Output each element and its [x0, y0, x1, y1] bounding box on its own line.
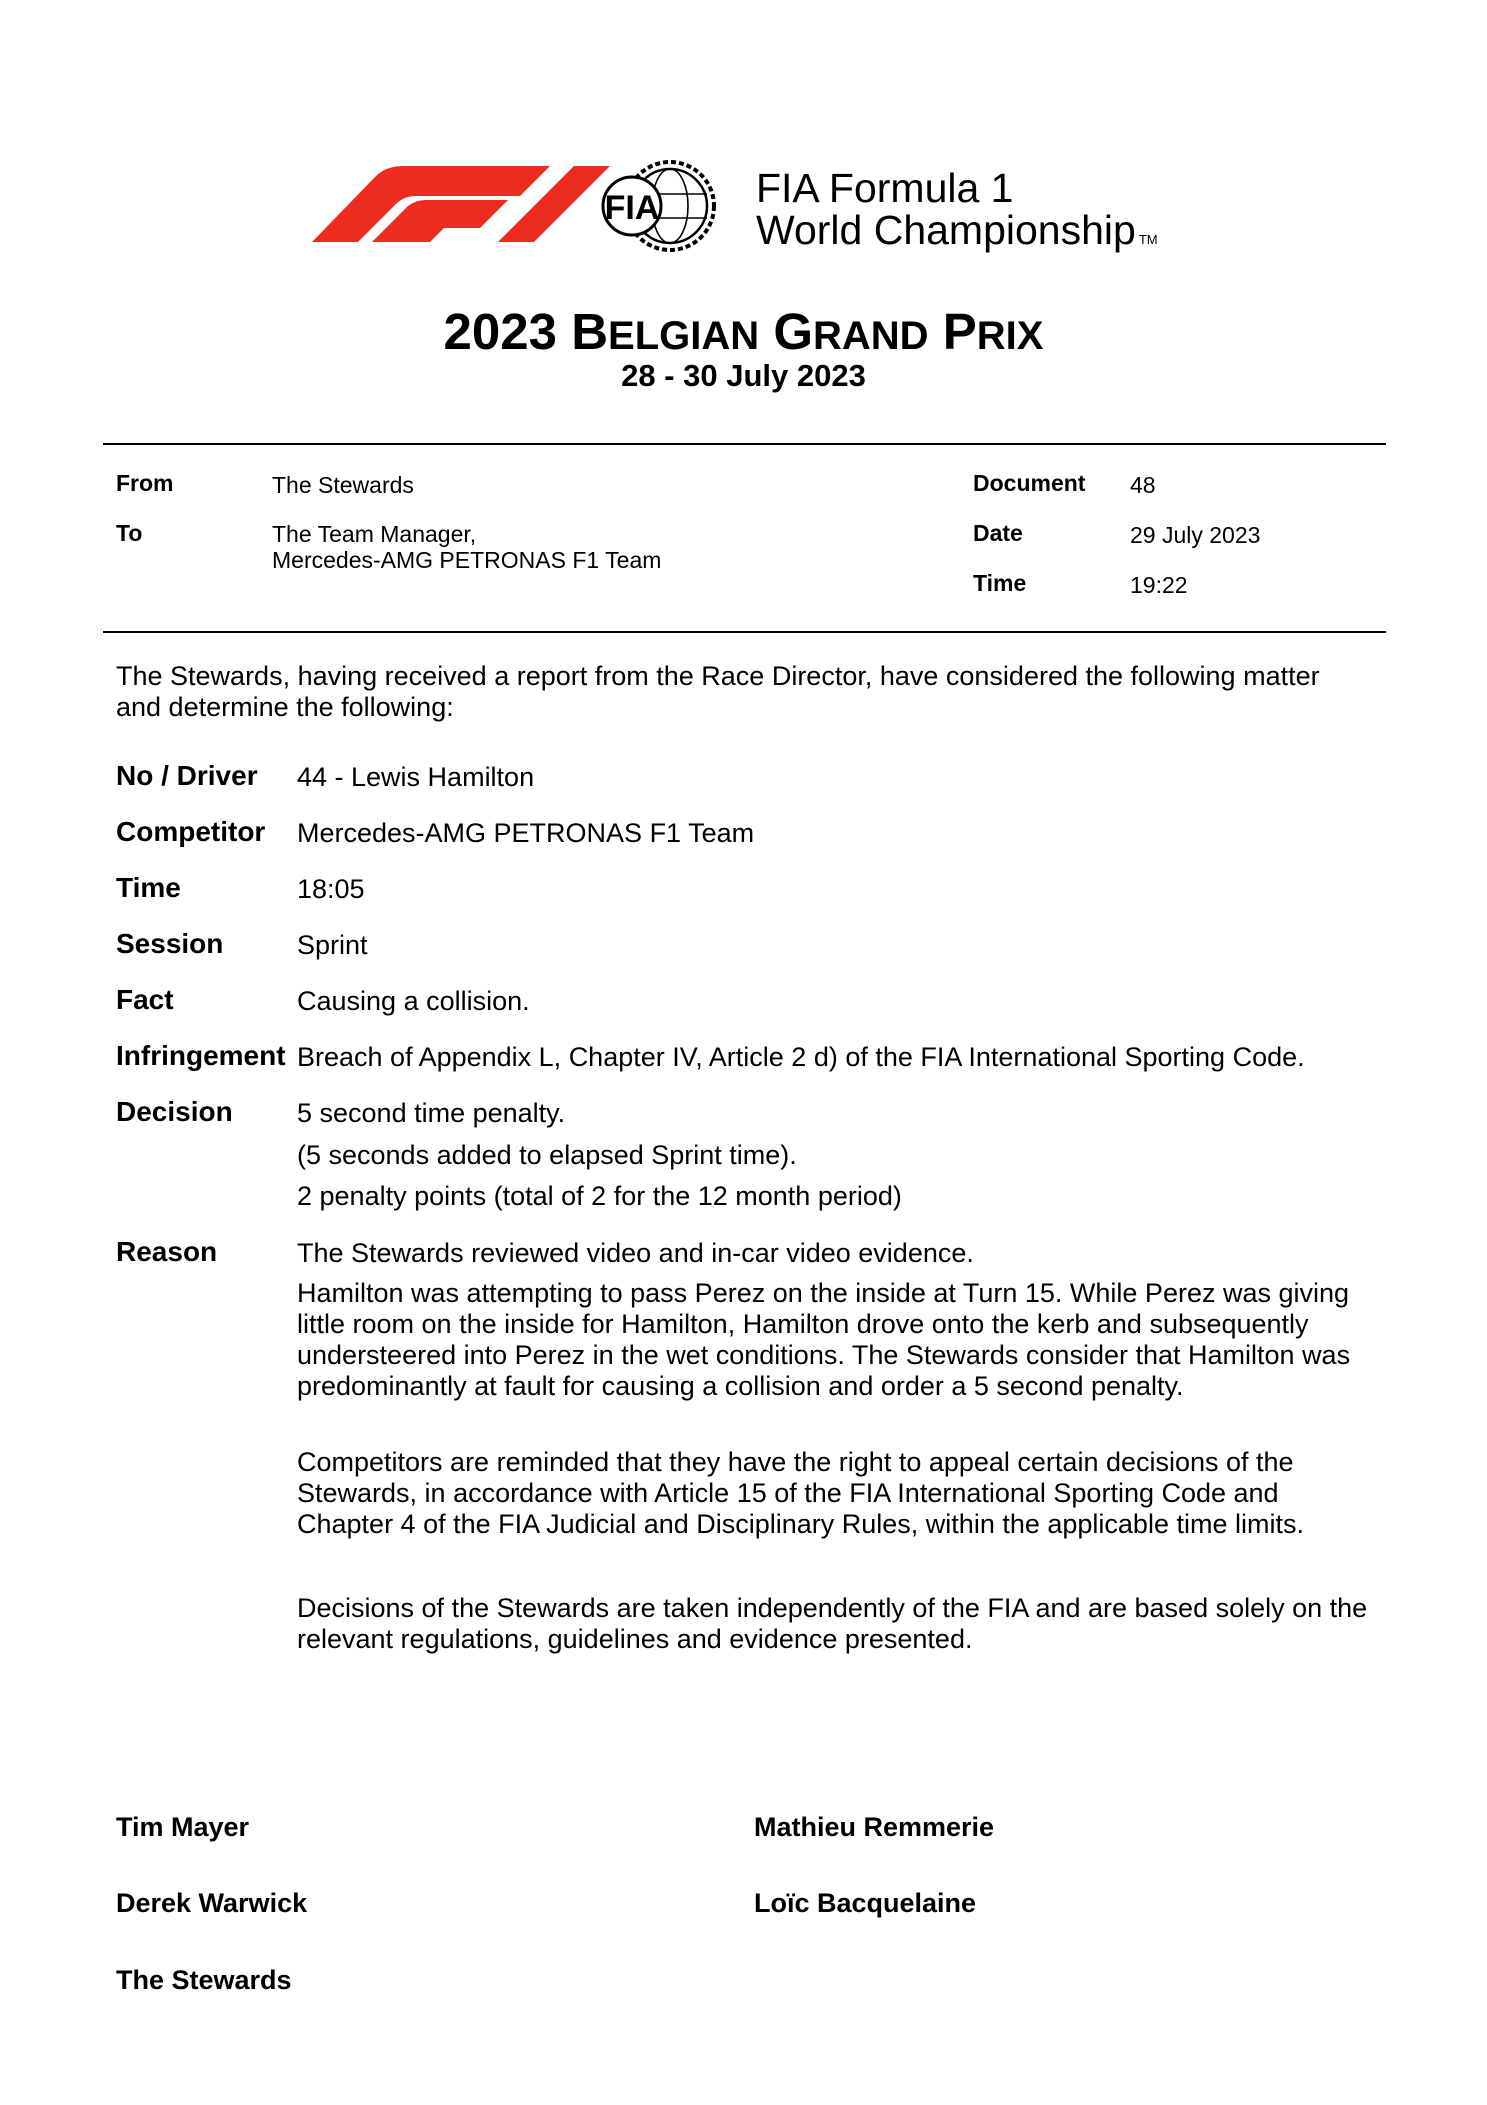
- steward-name-1: Tim Mayer: [116, 1812, 250, 1842]
- event-word-2: [773, 303, 928, 360]
- field-fact-value: Causing a collision.: [297, 986, 530, 1016]
- event-word-3-initial: P: [942, 303, 977, 360]
- reason-paragraph-4: Decisions of the Stewards are taken independently of the FIA and are based solely on the relevant regulations, guidelines and evidence presented.: [297, 1593, 1368, 1654]
- fia-mark-text: FIA: [604, 189, 660, 227]
- steward-name-3: Derek Warwick: [116, 1888, 308, 1918]
- date-value: 29 July 2023: [1130, 522, 1261, 548]
- to-value-line-2: Mercedes-AMG PETRONAS F1 Team: [272, 547, 662, 573]
- f1-logo-icon: [312, 158, 752, 258]
- event-word-3-rest: RIX: [976, 314, 1044, 358]
- time-label: Time: [973, 570, 1027, 596]
- event-word-1: [571, 303, 759, 360]
- stewards-footer: The Stewards: [116, 1965, 292, 1995]
- steward-name-4: Loïc Bacquelaine: [754, 1888, 977, 1918]
- divider-top: [103, 443, 1386, 445]
- event-word-1-rest: ELGIAN: [608, 314, 760, 358]
- document-value: 48: [1130, 472, 1156, 498]
- field-infringement-label: Infringement: [116, 1040, 286, 1071]
- field-time-label: Time: [116, 872, 181, 903]
- event-word-1-initial: B: [571, 303, 609, 360]
- event-word-2-rest: RAND: [813, 314, 929, 358]
- from-value: The Stewards: [272, 472, 414, 498]
- intro-text: The Stewards, having received a report from the Race Director, have considered the following matter and determine the following:: [116, 661, 1320, 722]
- to-value-line-1: The Team Manager,: [272, 521, 477, 547]
- decision-line-2: (5 seconds added to elapsed Sprint time).: [297, 1140, 797, 1170]
- decision-line-1: 5 second time penalty.: [297, 1098, 566, 1128]
- divider-bottom: [103, 631, 1386, 633]
- field-fact-label: Fact: [116, 984, 174, 1015]
- reason-paragraph-1: The Stewards reviewed video and in-car video evidence.: [297, 1238, 974, 1268]
- to-label: To: [116, 520, 143, 546]
- brand-line-1: FIA Formula 1: [756, 165, 1014, 211]
- field-competitor-label: Competitor: [116, 816, 266, 847]
- field-driver-value: 44 - Lewis Hamilton: [297, 762, 535, 792]
- fia-emblem-icon: [603, 162, 714, 250]
- f1-fia-logo: [312, 158, 1212, 258]
- field-session-label: Session: [116, 928, 224, 959]
- steward-name-2: Mathieu Remmerie: [754, 1812, 995, 1842]
- brand-line-2-text: World Championship: [756, 207, 1136, 253]
- event-word-2-initial: G: [773, 303, 813, 360]
- field-infringement-value: Breach of Appendix L, Chapter IV, Article 2 d) of the FIA International Sporting Code.: [297, 1042, 1305, 1072]
- field-driver-label: No / Driver: [116, 760, 258, 791]
- field-session-value: Sprint: [297, 930, 368, 960]
- time-value: 19:22: [1130, 572, 1188, 598]
- field-competitor-value: Mercedes-AMG PETRONAS F1 Team: [297, 818, 755, 848]
- document-label: Document: [973, 470, 1086, 496]
- reason-paragraph-2: Hamilton was attempting to pass Perez on the inside at Turn 15. While Perez was giving little room on the inside for Hamilton, Hamilton drove onto the kerb and subsequently understeered into Perez in the wet conditions. The Stewards consider that Hamilton was predominantly at fault for causing a collision and order a 5 second penalty.: [297, 1278, 1351, 1401]
- from-label: From: [116, 470, 174, 496]
- brand-tm: TM: [1138, 232, 1158, 247]
- event-title: [0, 303, 1487, 365]
- reason-paragraph-3: Competitors are reminded that they have the right to appeal certain decisions of the Stewards, in accordance with Article 15 of the FIA International Sporting Code and Chapter 4 of the FIA Judicial and Disciplinary Rules, within the applicable time limits.: [297, 1447, 1304, 1539]
- decision-label: Decision: [116, 1096, 233, 1127]
- brand-line-2: [756, 208, 1158, 262]
- event-word-3: [943, 303, 1044, 360]
- event-dates: 28 - 30 July 2023: [621, 358, 866, 393]
- event-year: 2023: [443, 303, 558, 360]
- field-time-value: 18:05: [297, 874, 365, 904]
- reason-label: Reason: [116, 1236, 218, 1267]
- decision-line-3: 2 penalty points (total of 2 for the 12 month period): [297, 1181, 902, 1211]
- date-label: Date: [973, 520, 1023, 546]
